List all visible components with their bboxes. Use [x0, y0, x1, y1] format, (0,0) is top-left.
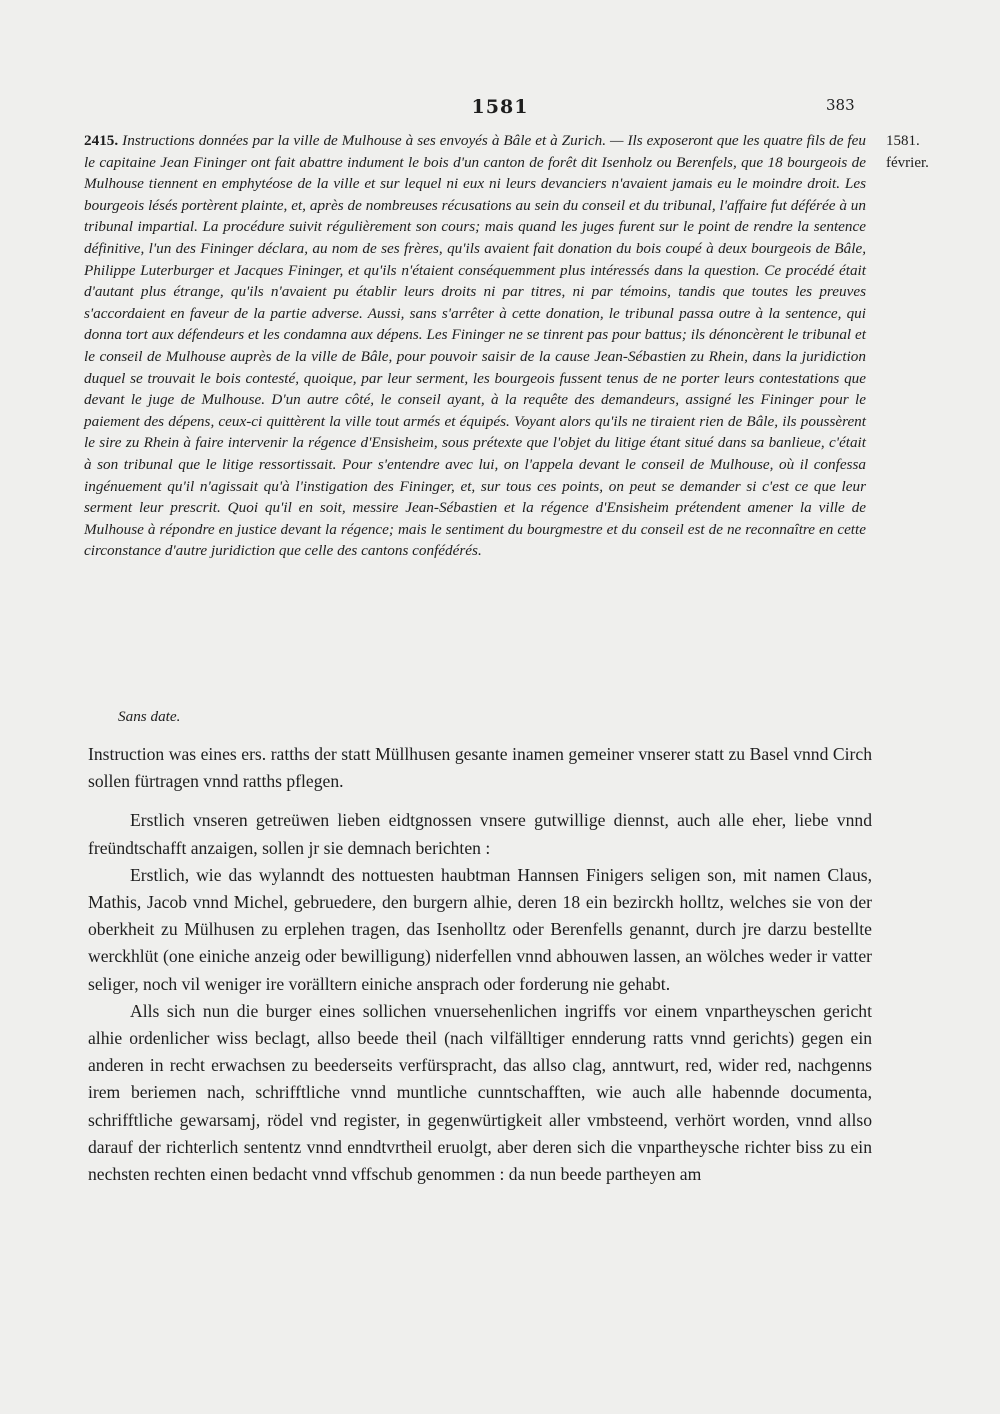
- regest-text: Instructions données par la ville de Mulhouse à ses envoyés à Bâle et à Zurich. — Ils exposeront que les quatre fils de feu le capitaine Jean Fininger ont fait abattre indument le bois d'un canton de forêt dit Isenholz ou Berenfels, que 18 bourgeois de Mulhouse tiennent en emphytéose de la ville et sur lequel ni eux ni leurs devanciers n'avaient jamais eu le moindre droit. Les bourgeois lésés portèrent plainte, et, après de nombreuses récusations au sein du conseil et du tribunal, l'affaire fut déférée à un tribunal impartial. La procédure suivit régulièrement son cours; mais quand les juges furent sur le point de rendre la sentence définitive, l'un des Fininger déclara, au nom de ses frères, qu'ils avaient fait donation du bois coupé à deux bourgeois de Bâle, Philippe Luterburger et Jacques Fininger, et qu'ils n'étaient conséquemment plus intéressés dans la question. Ce procédé était d'autant plus étrange, qu'ils n'avaient pu établir leurs droits ni par titres, ni par témoins, tandis que toutes les preuves s'accordaient en faveur de la partie adverse. Aussi, sans s'arrêter à cette donation, le tribunal passa outre à la sentence, qui donna tort aux défendeurs et les condamna aux dépens. Les Fininger ne se tinrent pas pour battus; ils dénoncèrent le tribunal et le conseil de Mulhouse auprès de la ville de Bâle, pour pouvoir saisir de la cause Jean-Sébastien zu Rhein, dans la juridiction duquel se trouvait le bois contesté, quoique, par leur serment, les bourgeois fussent tenus de ne porter leurs contestations que devant le juge de Mulhouse. D'un autre côté, le conseil ayant, à la requête des demandeurs, assigné les Fininger pour le paiement des dépens, ceux-ci quittèrent la ville tout armés et équipés. Voyant alors qu'ils ne tiraient rien de Bâle, ils poussèrent le sire zu Rhein à faire intervenir la régence d'Ensisheim, sous prétexte que l'objet du litige étant situé dans sa banlieue, c'était à son tribunal que le litige ressortissait. Pour s'entendre avec lui, on l'appela devant le conseil de Mulhouse, où il confessa ingénuement qu'il n'agissait qu'à l'instigation des Fininger, et, sur tous ces points, on peut se demander si c'est ce que leur serment leur prescrit. Quoi qu'il en soit, messire Jean-Sébastien et la régence d'Ensisheim prétendent amener la ville de Mulhouse à répondre en justice devant la régence; mais le sentiment du bourgmestre et du conseil est de ne reconnaître en cette circonstance d'autre juridiction que celle des cantons confédérés.: [84, 132, 866, 560]
- source-paragraph: Alls sich nun die burger eines sollichen vnuersehenlichen ingriffs vor einem vnpartheyschen gericht alhie ordenlicher wiss beclagt, allso beede theil (nach vilfälltiger ennderung ratts vnnd gerichts) gegen ein anderen in recht erwachsen zu beederseits verfürspracht, das allso clag, anntwurt, red, wider red, nachgenns irem beriemen nach, schrifftliche vnnd muntliche cunntschafften, wie auch alle habennde documenta, schrifftliche gewarsamj, rödel vnd register, in gegenwürtigkeit aller vmbsteend, verhört worden, vnnd allso darauf der richterlich sententz vnnd enndtvrtheil eruolgt, aber deren sich die vnpartheysche richter biss zu ein nechsten rechten einen bedacht vnnd vffschub genommen : da nun beede partheyen am: [88, 1000, 872, 1185]
- entry-number: 2415.: [84, 132, 119, 149]
- regest-summary: [84, 130, 866, 562]
- source-paragraph: Erstlich vnseren getreüwen lieben eidtgnossen vnsere gutwillige diennst, auch alle eher, liebe vnnd freündtschafft anzaigen, sollen jr sie demnach berichten :: [88, 810, 872, 858]
- margin-year: 1581.: [886, 133, 920, 149]
- sans-date-note: Sans date.: [118, 708, 181, 725]
- source-paragraph: Instruction was eines ers. ratths der statt Müllhusen gesante inamen gemeiner vnserer statt zu Basel vnnd Circh sollen fürtragen vnnd ratths pflegen.: [88, 744, 872, 792]
- margin-date-note: [886, 130, 976, 174]
- source-paragraph: Erstlich, wie das wylanndt des nottuesten haubtman Hannsen Finigers seligen son, mit namen Claus, Mathis, Jacob vnnd Michel, gebruedere, den burgern alhie, deren 18 ein bezirckh holltz, welches sie von der oberkheit zu Mülhusen zu erplehen tragen, das Isenholltz oder Berenfells genannt, durch jre darzu bestellte werckhlüt (one einiche anzeig oder bewilligung) niderfellen vnnd abhouwen lassen, an wölches weder ir vatter seliger, noch vil weniger ire vorälltern einiche ansprach oder forderung nie gehabt.: [88, 864, 872, 994]
- margin-month: février.: [886, 155, 929, 171]
- running-header-year: 1581: [471, 96, 529, 118]
- page-number: 383: [826, 96, 855, 114]
- source-text: [88, 741, 872, 1188]
